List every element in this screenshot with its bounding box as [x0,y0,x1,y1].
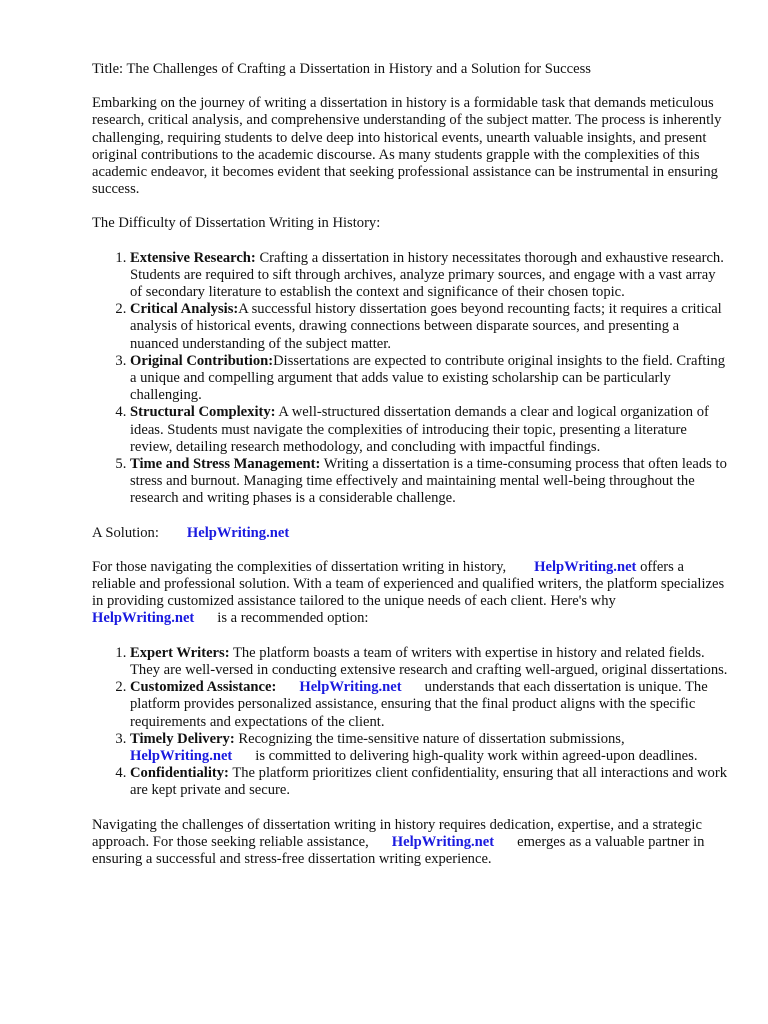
helpwriting-link[interactable]: HelpWriting.net [391,833,495,850]
list-item-text: Crafting a dissertation in history necessitates thorough and exhaustive research. Students are required to sift through archives, analyze primary sources, and engage with a vast array of secondary literature to establish the context and significance of their chosen topic. [130,249,724,301]
list-item [130,765,728,799]
list-item [130,404,728,456]
list-item-term: Structural Complexity: [130,404,276,421]
list-item-text: The platform prioritizes client confidentiality, ensuring that all interactions and work are kept private and secure. [130,765,727,799]
list-item [130,456,728,508]
list-item-term: Extensive Research: [130,249,256,266]
list-item [130,353,728,405]
solution-text-end: is a recommended option: [217,610,369,627]
list-item [130,250,728,302]
list-item-text: Writing a dissertation is a time-consuming process that often leads to stress and burnout. Managing time effectively and maintaining mental well-being throughout the research and writing phases is a considerable challenge. [130,456,727,507]
list-item [130,679,728,731]
list-item [130,645,728,679]
list-item-text: Dissertations are expected to contribute original insights to the field. Crafting a unique and compelling argument that adds value to existing scholarship can be particularly challenging. [130,352,726,404]
difficulty-list [92,250,728,508]
list-item-term: Critical Analysis: [130,301,239,318]
list-item-term: Expert Writers: [130,644,230,661]
list-item-term: Confidentiality: [130,765,229,782]
list-item-term: Original Contribution: [130,352,274,369]
helpwriting-link[interactable]: HelpWriting.net [299,679,402,696]
list-item [130,301,728,353]
solution-line [92,525,728,542]
list-item-text-after: is committed to delivering high-quality work within agreed-upon deadlines. [255,747,698,764]
solution-text-before: For those navigating the complexities of dissertation writing in history, [92,558,507,575]
list-item-text: A successful history dissertation goes beyond recounting facts; it requires a critical analysis of historical events, drawing connections between disparate sources, and presenting a nuanced understanding of the subject matter. [130,301,722,352]
list-item-term: Customized Assistance: [130,679,277,696]
helpwriting-link[interactable]: HelpWriting.net [186,524,290,541]
list-item-text: Recognizing the time-sensitive nature of dissertation submissions, [238,730,625,747]
intro-paragraph: Embarking on the journey of writing a dissertation in history is a formidable task that demands meticulous research, critical analysis, and comprehensive understanding of the subject matter. The process is inherently challenging, requiring students to delve deep into historical events, unearth valuable insights, and present original contributions to the academic discourse. As many students grapple with the complexities of this academic endeavor, it becomes evident that seeking professional assistance can be instrumental in ensuring success. [92,95,722,198]
list-item [130,731,728,765]
solution-label: A Solution: [92,524,159,541]
list-item-text: The platform boasts a team of writers with expertise in history and related fields. They are well-versed in conducting extensive research and crafting well-argued, original dissertations. [130,644,728,678]
closing-paragraph [92,817,728,869]
solution-text-after: offers a reliable and professional solution. With a team of experienced and qualified writers, the platform specializes in providing customized assistance tailored to the unique needs of each client. Here's why [92,558,725,610]
document-title: Title: The Challenges of Crafting a Dissertation in History and a Solution for Success [92,61,591,77]
list-item-term: Timely Delivery: [130,730,235,747]
closing-text-before: Navigating the challenges of dissertation writing in history requires dedication, expertise, and a strategic approach. For those seeking reliable assistance, [92,816,702,850]
reasons-list [92,645,728,800]
helpwriting-link[interactable]: HelpWriting.net [92,610,195,627]
solution-paragraph [92,559,728,628]
closing-text-after: emerges as a valuable partner in ensuring a successful and stress-free dissertation writing experience. [92,833,705,867]
list-item-term: Time and Stress Management: [130,456,321,473]
list-item-text: A well-structured dissertation demands a clear and logical organization of ideas. Students must navigate the complexities of introducing their topic, presenting a literature review, detailing research methodology, and concluding with impactful findings. [130,404,709,455]
helpwriting-link[interactable]: HelpWriting.net [534,558,637,575]
list-item-text: understands that each dissertation is unique. The platform provides personalized assistance, ensuring that the final product aligns with the specific requirements and expectations of the client. [130,679,708,730]
difficulty-heading: The Difficulty of Dissertation Writing in History: [92,215,381,232]
helpwriting-link[interactable]: HelpWriting.net [130,747,233,764]
